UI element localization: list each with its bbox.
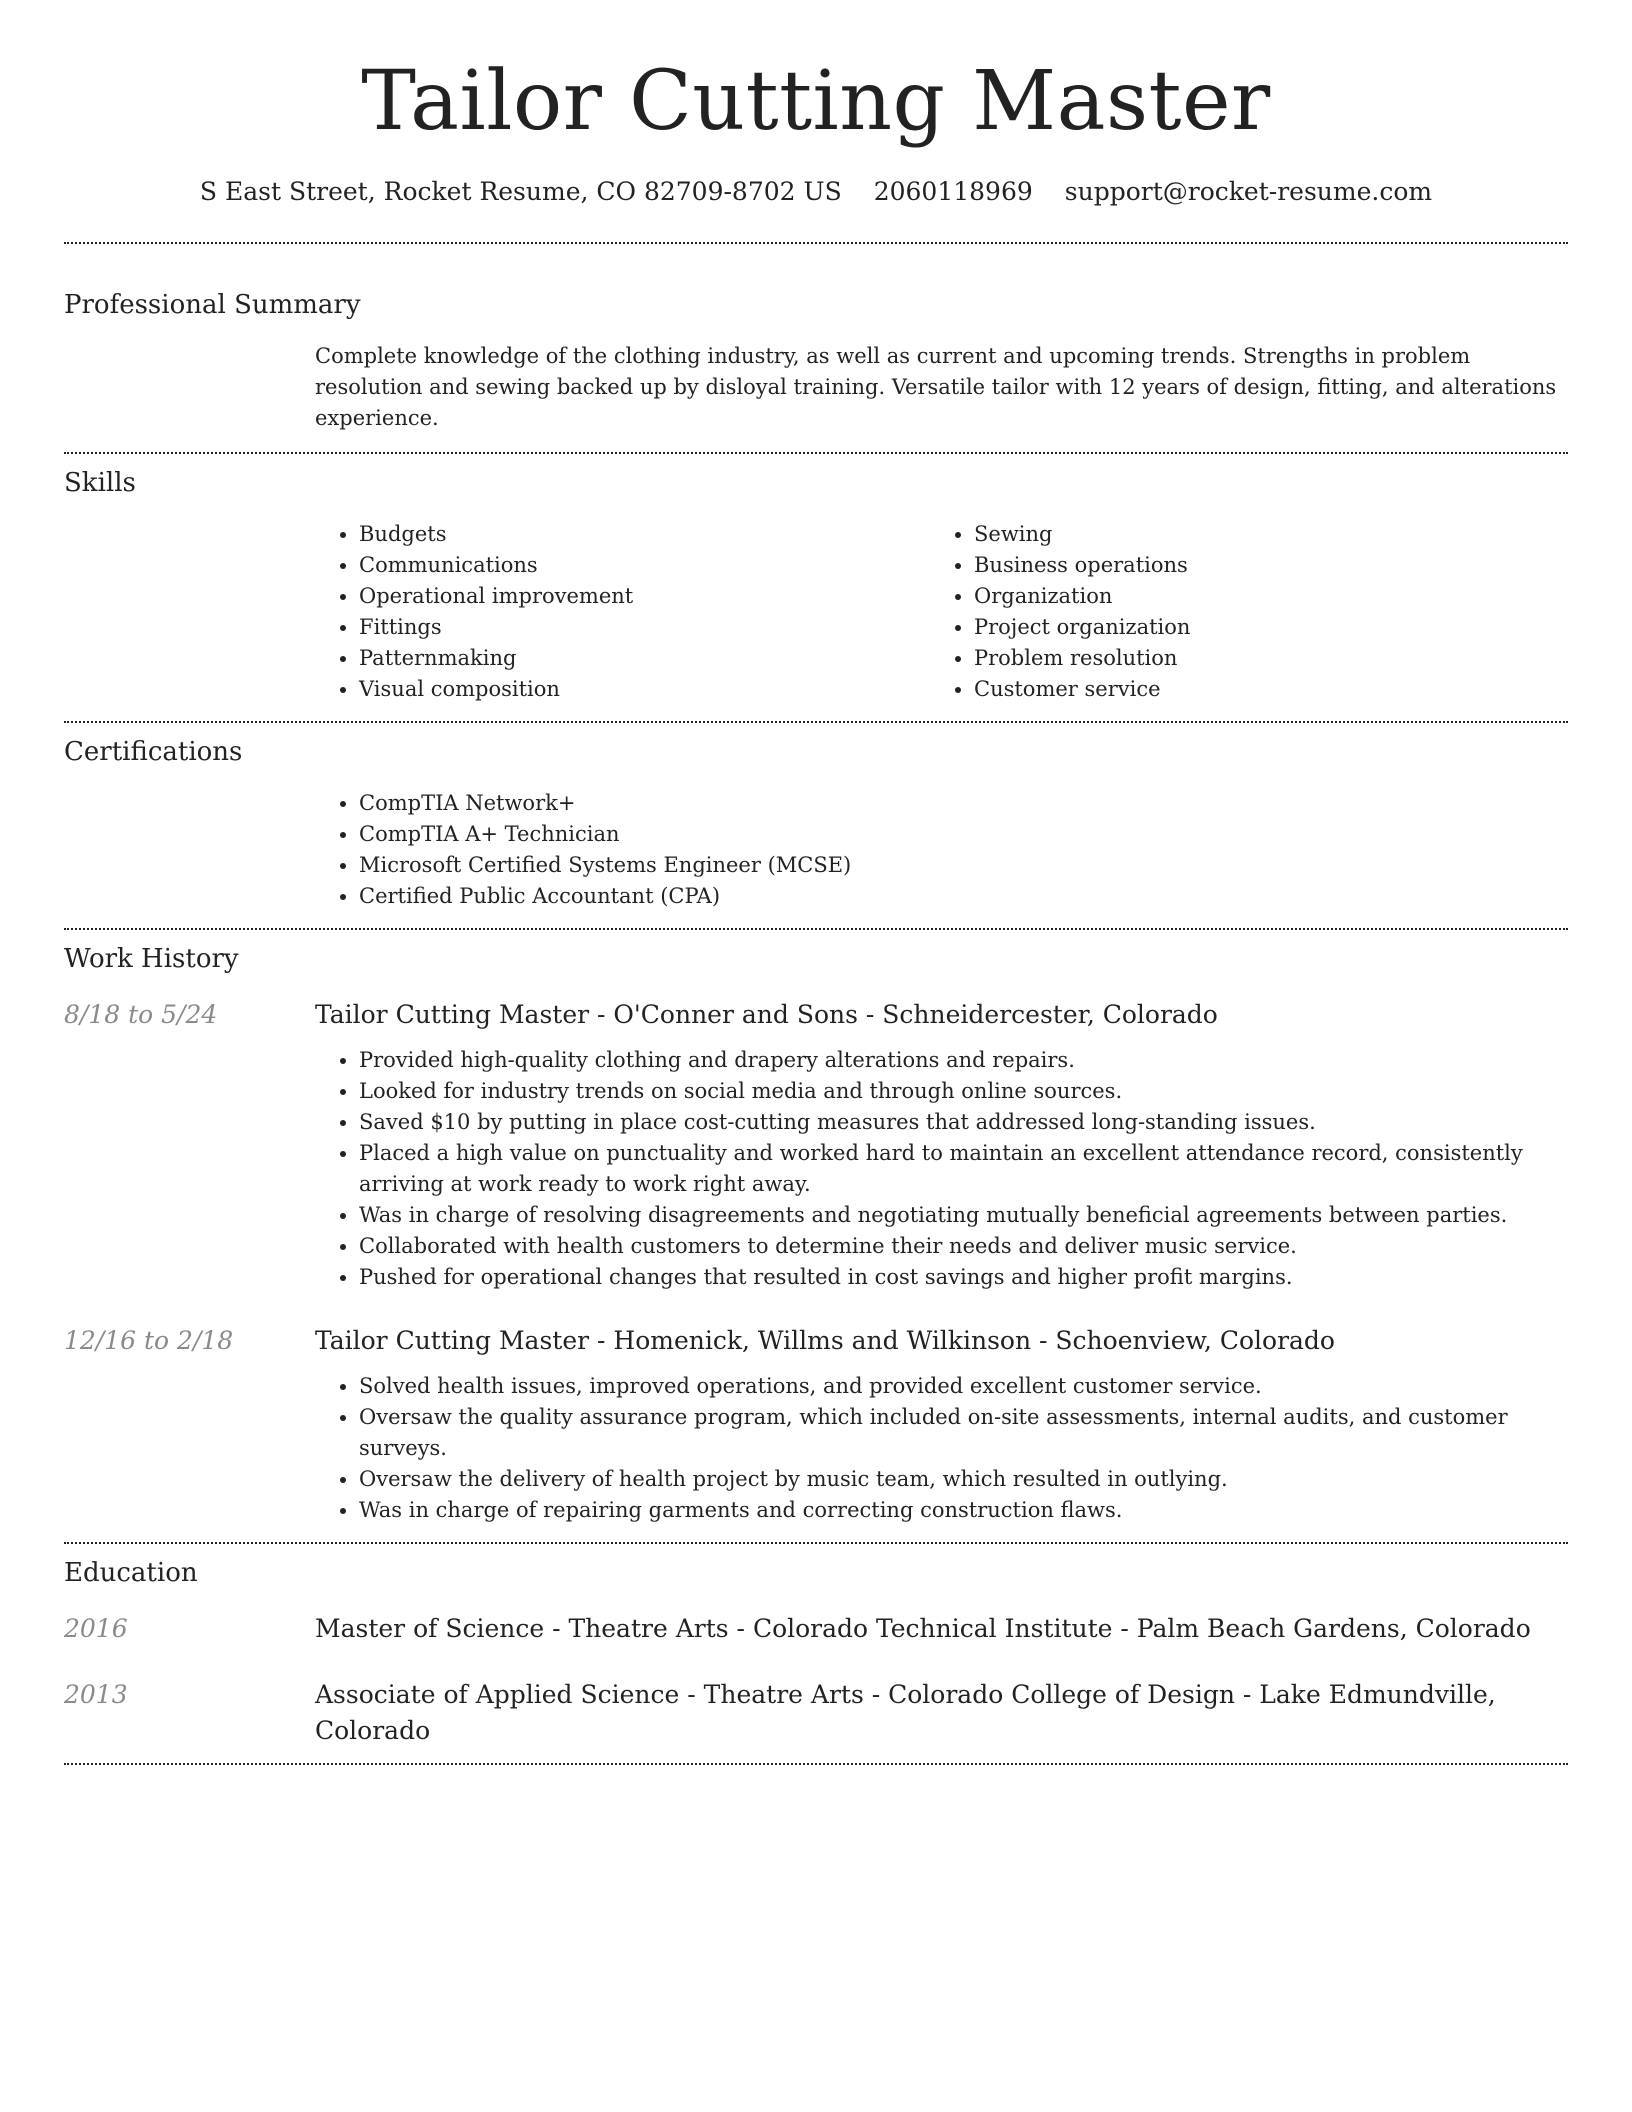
- job-bullet: • Collaborated with health customers to determine their needs and deliver music service.: [359, 1231, 1568, 1262]
- certifications-list: [315, 788, 1568, 912]
- separator: -: [863, 1680, 889, 1709]
- job-company: O'Conner and Sons: [613, 1000, 858, 1029]
- certification-item: • Microsoft Certified Systems Engineer (MCSE): [359, 850, 1568, 881]
- education-school: Colorado Technical Institute: [752, 1614, 1113, 1643]
- contact-address: S East Street, Rocket Resume, CO 82709-8702 US: [199, 177, 842, 206]
- summary-section: [64, 244, 1568, 452]
- skills-list-left: [315, 519, 930, 705]
- job-location: Schoenview, Colorado: [1055, 1326, 1335, 1355]
- education-field: Theatre Arts: [703, 1680, 864, 1709]
- job-bullet: • Was in charge of resolving disagreements and negotiating mutually beneficial agreements between parties.: [359, 1200, 1568, 1231]
- job-dates: 8/18 to 5/24: [64, 1000, 218, 1029]
- education-title-line: [315, 1677, 1568, 1749]
- job-location: Schneidercester, Colorado: [882, 1000, 1218, 1029]
- section-title-certifications: Certifications: [64, 737, 243, 767]
- separator: -: [1112, 1614, 1137, 1643]
- job-bullet: • Oversaw the delivery of health project by music team, which resulted in outlying.: [359, 1464, 1568, 1495]
- job-title-line: [315, 1323, 1568, 1359]
- job-bullet: • Solved health issues, improved operations, and provided excellent customer service.: [359, 1371, 1568, 1402]
- summary-content: [315, 341, 1568, 434]
- section-title-skills: Skills: [64, 468, 136, 498]
- job-entry: [64, 997, 1568, 1293]
- skill-item: • Patternmaking: [359, 643, 930, 674]
- skills-grid: [315, 519, 1568, 705]
- skills-column-left: [315, 519, 930, 705]
- skill-item: • Communications: [359, 550, 930, 581]
- job-bullet: • Saved $10 by putting in place cost-cutting measures that addressed long-standing issues.: [359, 1107, 1568, 1138]
- education-degree: Associate of Applied Science: [315, 1680, 680, 1709]
- job-title-line: [315, 997, 1568, 1033]
- certifications-content: [315, 788, 1568, 912]
- candidate-name: Tailor Cutting Master: [361, 54, 1271, 149]
- job-bullet: • Oversaw the quality assurance program, which included on-site assessments, internal audits, and customer surveys.: [359, 1402, 1568, 1464]
- job-bullets: [315, 1045, 1568, 1293]
- skills-section: [64, 454, 1568, 721]
- education-location: Lake Edmundville, Colorado: [315, 1680, 1496, 1745]
- separator: -: [857, 1000, 883, 1029]
- job-dates: 12/16 to 2/18: [64, 1326, 234, 1355]
- separator: -: [1031, 1326, 1056, 1355]
- divider: [64, 1763, 1568, 1765]
- skill-item: • Business operations: [974, 550, 1545, 581]
- section-title-work-history: Work History: [64, 944, 239, 974]
- separator: -: [679, 1680, 704, 1709]
- education-body: [315, 1677, 1568, 1749]
- education-location: Palm Beach Gardens, Colorado: [1136, 1614, 1531, 1643]
- education-degree: Master of Science: [315, 1614, 545, 1643]
- job-bullet: • Was in charge of repairing garments and correcting construction flaws.: [359, 1495, 1568, 1526]
- education-school: Colorado College of Design: [888, 1680, 1235, 1709]
- skill-item: • Problem resolution: [974, 643, 1545, 674]
- skill-item: • Budgets: [359, 519, 930, 550]
- education-section: [64, 1544, 1568, 1763]
- section-title-summary: Professional Summary: [64, 290, 361, 320]
- certifications-section: [64, 723, 1568, 928]
- job-role: Tailor Cutting Master: [315, 1000, 590, 1029]
- job-bullet: • Placed a high value on punctuality and worked hard to maintain an excellent attendance record, consistently arriving at work ready to work right away.: [359, 1138, 1568, 1200]
- skills-column-right: [930, 519, 1545, 705]
- work-history-section: [64, 930, 1568, 1542]
- skills-list-right: [930, 519, 1545, 705]
- contact-line: [64, 172, 1568, 212]
- job-company: Homenick, Willms and Wilkinson: [613, 1326, 1032, 1355]
- separator: -: [1234, 1680, 1260, 1709]
- job-body: [315, 997, 1568, 1293]
- certification-item: • Certified Public Accountant (CPA): [359, 881, 1568, 912]
- job-body: [315, 1323, 1568, 1526]
- skill-item: • Project organization: [974, 612, 1545, 643]
- job-bullet: • Provided high-quality clothing and drapery alterations and repairs.: [359, 1045, 1568, 1076]
- certification-item: • CompTIA A+ Technician: [359, 819, 1568, 850]
- resume-page: [64, 0, 1568, 1765]
- skills-content: [315, 519, 1568, 705]
- education-title-line: [315, 1611, 1568, 1647]
- contact-email: support@rocket-resume.com: [1064, 177, 1433, 206]
- education-year: 2016: [64, 1614, 128, 1643]
- skill-item: • Customer service: [974, 674, 1545, 705]
- certification-item: • CompTIA Network+: [359, 788, 1568, 819]
- job-bullet: • Looked for industry trends on social media and through online sources.: [359, 1076, 1568, 1107]
- education-list: [64, 1611, 1568, 1749]
- separator: -: [589, 1326, 614, 1355]
- education-entry: [64, 1611, 1568, 1647]
- resume-header: [64, 0, 1568, 212]
- education-entry: [64, 1677, 1568, 1749]
- separator: -: [589, 1000, 614, 1029]
- contact-phone: 2060118969: [873, 177, 1033, 206]
- job-role: Tailor Cutting Master: [315, 1326, 590, 1355]
- jobs-list: [64, 997, 1568, 1526]
- education-field: Theatre Arts: [568, 1614, 729, 1643]
- summary-text: Complete knowledge of the clothing industry, as well as current and upcoming trends. Strengths in problem resolution and sewing backed up by disloyal training. Versatile tailor with 12 years of design, fitting, and alterations experience.: [315, 344, 1557, 430]
- skill-item: • Operational improvement: [359, 581, 930, 612]
- skill-item: • Fittings: [359, 612, 930, 643]
- separator: -: [728, 1614, 753, 1643]
- job-bullet: • Pushed for operational changes that resulted in cost savings and higher profit margins.: [359, 1262, 1568, 1293]
- job-bullets: [315, 1371, 1568, 1526]
- education-body: [315, 1611, 1568, 1647]
- job-entry: [64, 1323, 1568, 1526]
- skill-item: • Visual composition: [359, 674, 930, 705]
- skill-item: • Sewing: [974, 519, 1545, 550]
- separator: -: [544, 1614, 569, 1643]
- skill-item: • Organization: [974, 581, 1545, 612]
- section-title-education: Education: [64, 1558, 198, 1588]
- education-year: 2013: [64, 1680, 128, 1709]
